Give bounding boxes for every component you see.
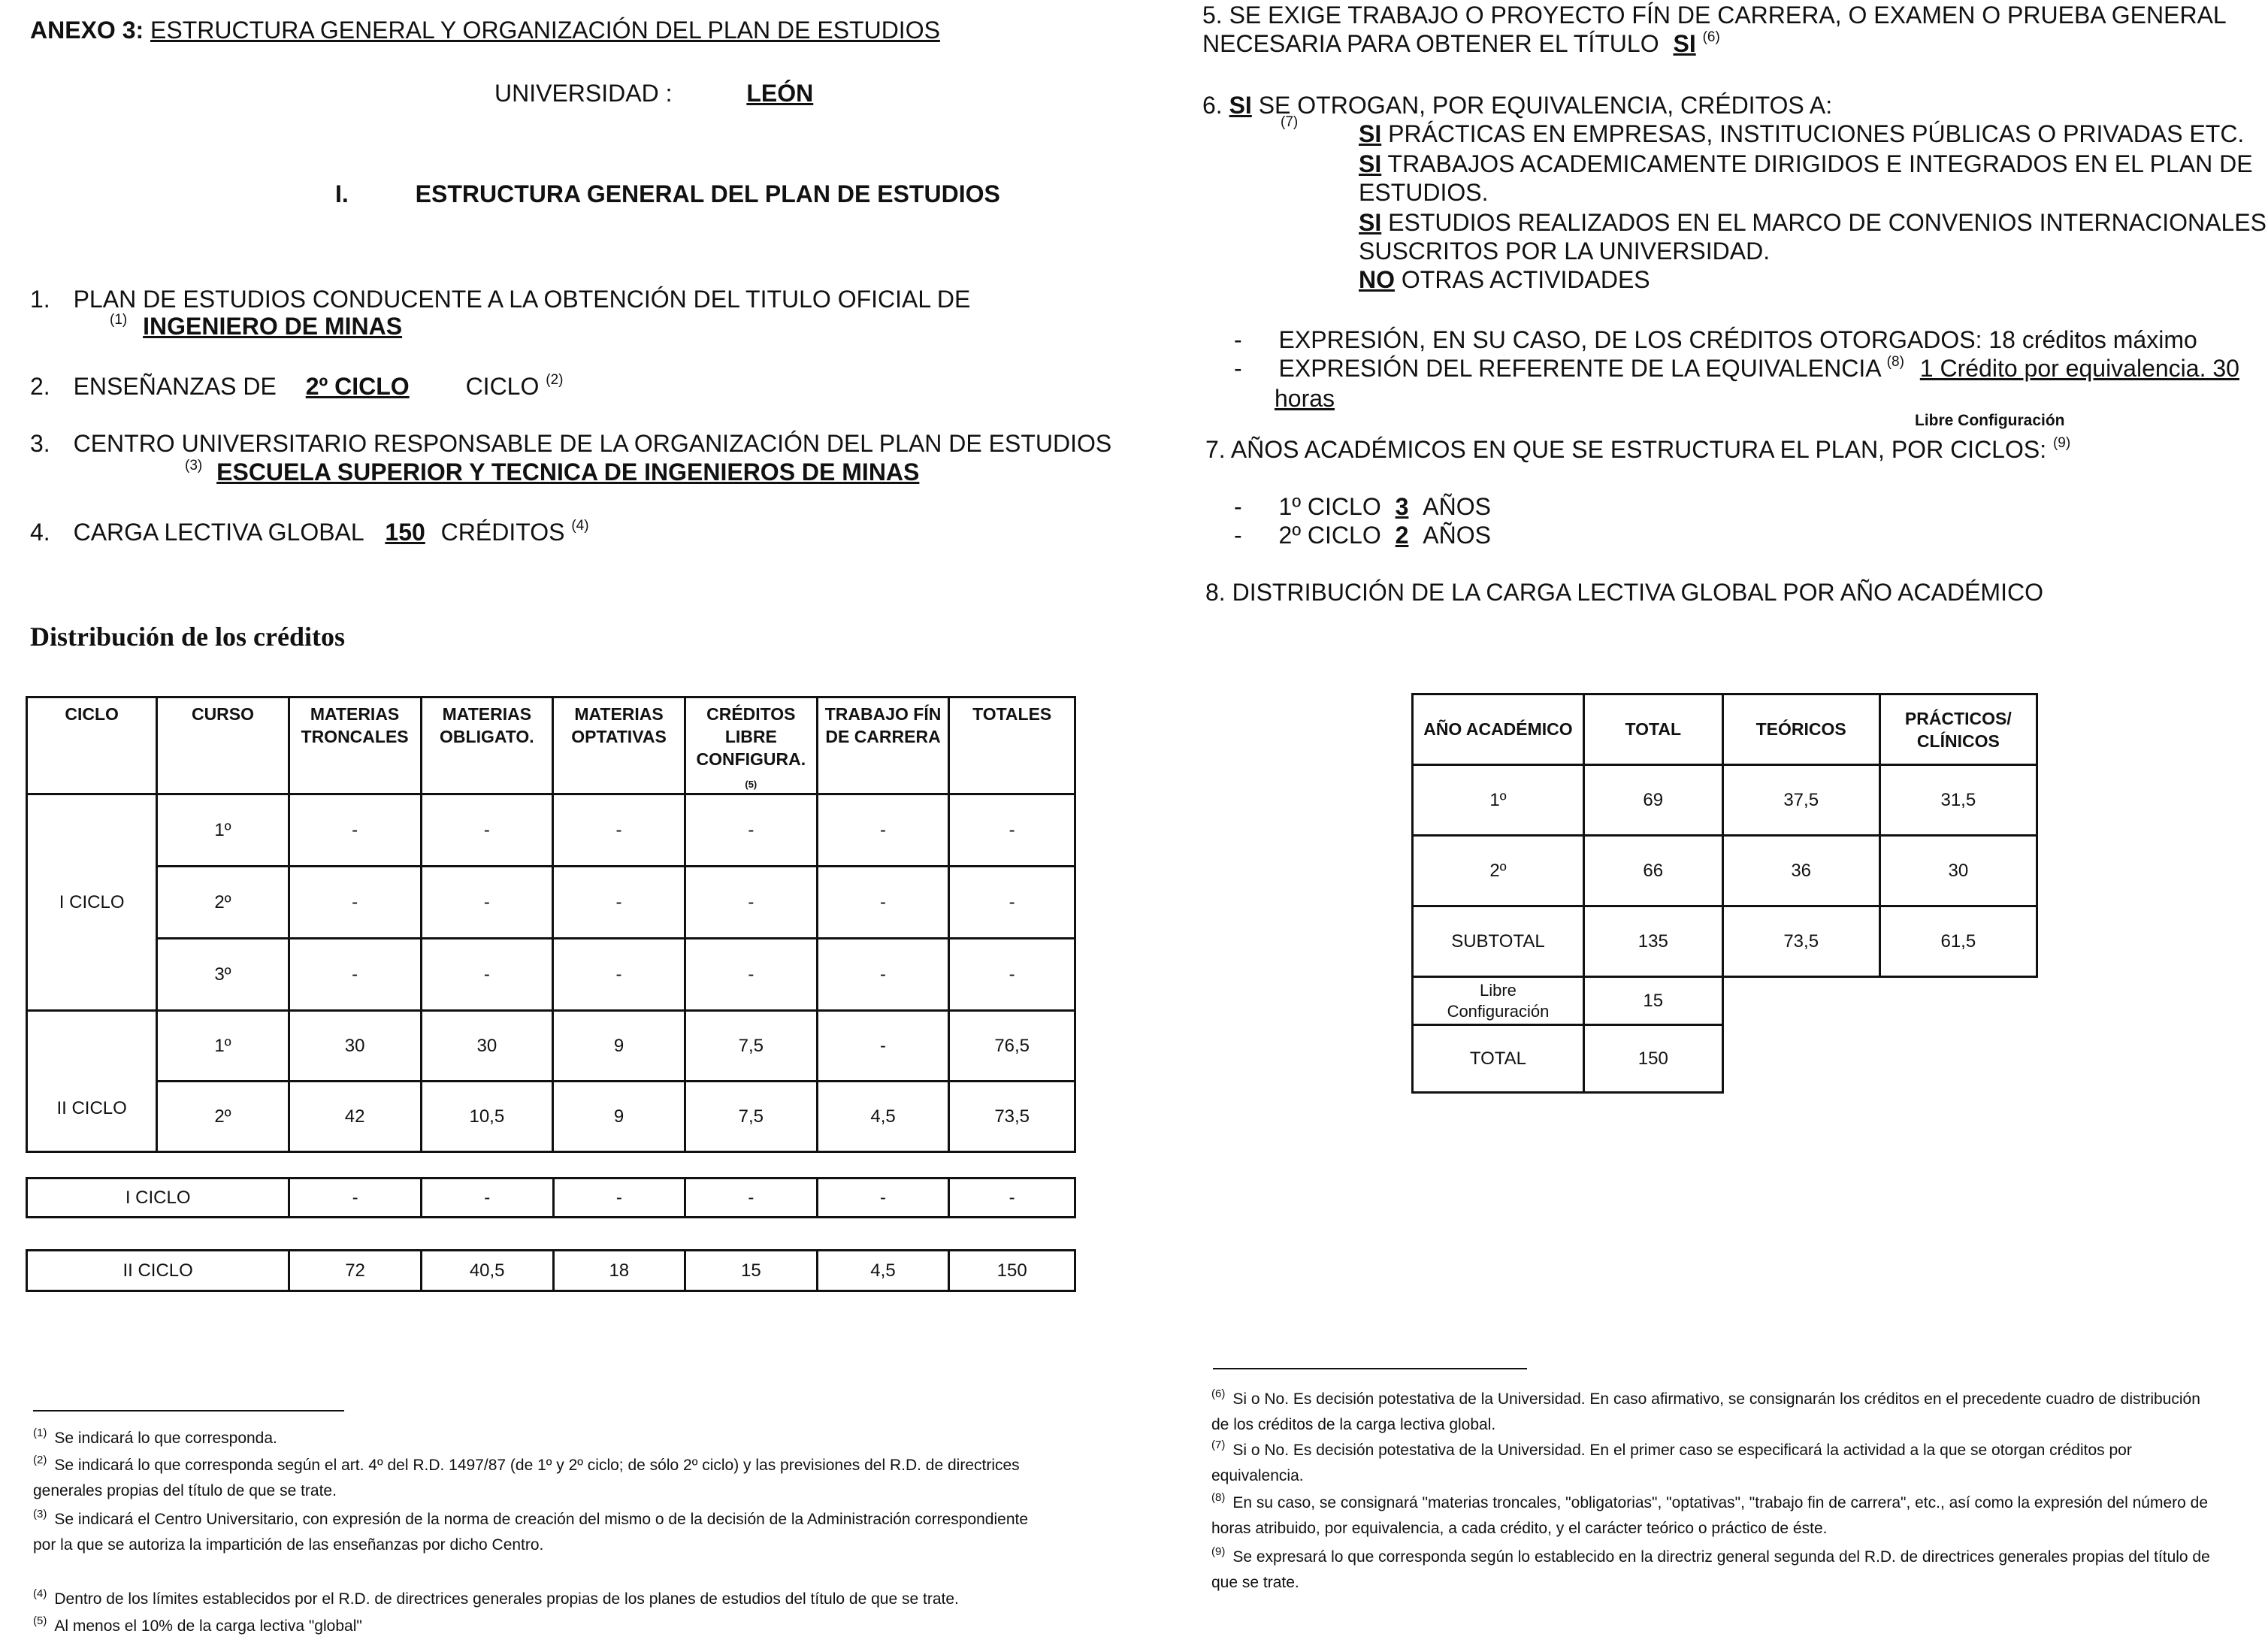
item-6-ref: (7) — [1281, 114, 1299, 130]
expression-equivalence-text: EXPRESIÓN DEL REFERENTE DE LA EQUIVALENCIA — [1278, 355, 1880, 382]
footnote-4 — [33, 1587, 1040, 1613]
footnote-2-text: Se indicará lo que corresponda según el art. 4º del R.D. 1497/87 (de 1º y 2º ciclo; de sólo 2º ciclo) y las previsiones del R.D. de directrices generales propias del título de que se trate. — [33, 1457, 1020, 1499]
table-cell: 7,5 — [685, 1011, 817, 1082]
table-row — [27, 939, 1075, 1011]
table-cell: - — [949, 867, 1075, 939]
table-row — [27, 1011, 1075, 1082]
table-cell: - — [685, 939, 817, 1011]
table-row — [1413, 1025, 2037, 1093]
option-flag: NO — [1359, 266, 1395, 293]
item-4-num: 4. — [30, 519, 50, 546]
table-row — [27, 1082, 1075, 1152]
expression-credits-text: EXPRESIÓN, EN SU CASO, DE LOS CRÉDITOS OTORGADOS: 18 créditos máximo — [1278, 326, 2197, 353]
table-cell: 150 — [949, 1251, 1075, 1291]
col-header-libre-config-ref: (5) — [745, 779, 758, 790]
item-7-text: 7. AÑOS ACADÉMICOS EN QUE SE ESTRUCTURA EL PLAN, POR CICLOS: — [1205, 436, 2047, 463]
bullet-dash: - — [1234, 355, 1242, 382]
table-cell: 2º — [1413, 836, 1584, 906]
table-cell: - — [421, 939, 553, 1011]
table-cell: - — [685, 794, 817, 867]
table-cell: 9 — [553, 1082, 685, 1152]
cycle-2-label: 2º CICLO — [1278, 522, 1381, 549]
table-cell: - — [685, 867, 817, 939]
libre-config-label: Libre Configuración — [1413, 977, 1584, 1025]
footnote-rule-left — [33, 1410, 344, 1412]
curso-cell: 2º — [157, 1082, 289, 1152]
section-heading — [335, 180, 1000, 208]
col-header-libre-config — [685, 697, 817, 794]
item-6-option-2-cont: ESTUDIOS. — [1359, 179, 1489, 206]
item-7-ref: (9) — [2052, 435, 2071, 451]
item-2-text: ENSEÑANZAS DE — [73, 373, 277, 400]
libre-config-note: Libre Configuración — [1915, 412, 2065, 429]
item-2-num: 2. — [30, 373, 50, 400]
item-6-value: SI — [1229, 92, 1252, 119]
expression-equivalence — [1234, 355, 2239, 383]
table-cell: SUBTOTAL — [1413, 906, 1584, 977]
item-4-suffix: CRÉDITOS — [440, 519, 565, 546]
item-4-value: 150 — [385, 519, 425, 546]
table-cell: 15 — [1583, 977, 1722, 1025]
item-3-num: 3. — [30, 430, 50, 457]
expression-equivalence-value-cont: horas — [1275, 385, 1335, 412]
annex-title: ESTRUCTURA GENERAL Y ORGANIZACIÓN DEL PLAN DE ESTUDIOS — [150, 17, 940, 44]
table-cell: - — [817, 867, 949, 939]
table-cell: 30 — [289, 1011, 421, 1082]
annex-prefix: ANEXO 3: — [30, 17, 144, 44]
cycle-2-label: II CICLO — [27, 1011, 157, 1152]
footnote-3-text: Se indicará el Centro Universitario, con expresión de la norma de creación del mismo o de la decisión de la Administración correspondiente por la que se autoriza la impartición de las enseñanzas por dicho Centro. — [33, 1511, 1029, 1554]
table-cell: 36 — [1722, 836, 1879, 906]
col-header-total: TOTAL — [1583, 694, 1722, 765]
cycle-1-years-value: 3 — [1395, 493, 1409, 520]
item-3 — [30, 430, 1111, 458]
cycle-1-years — [1234, 493, 1491, 521]
university-line — [494, 80, 813, 107]
footnote-6-text: Si o No. Es decisión potestativa de la Universidad. En caso afirmativo, se consignarán los créditos en el precedente cuadro de distribución de los créditos de la carga lectiva global. — [1211, 1390, 2200, 1433]
table-cell: - — [421, 867, 553, 939]
cycle-1-label: 1º CICLO — [1278, 493, 1381, 520]
item-2-ref: (2) — [546, 372, 564, 388]
table-cell: 73,5 — [949, 1082, 1075, 1152]
cycle-2-totals — [26, 1249, 1076, 1292]
col-header-totales: TOTALES — [949, 697, 1075, 794]
item-2-value: 2º CICLO — [305, 373, 410, 400]
item-2-suffix: CICLO — [465, 373, 540, 400]
table-cell: 10,5 — [421, 1082, 553, 1152]
expression-equivalence-ref: (8) — [1886, 354, 1904, 370]
footnote-7 — [1211, 1439, 2218, 1488]
section-roman: I. — [335, 180, 349, 207]
item-1-ref: (1) — [110, 312, 128, 328]
item-1-value-line — [110, 313, 402, 340]
expression-credits — [1234, 326, 2197, 354]
table-cell: 76,5 — [949, 1011, 1075, 1082]
bullet-dash: - — [1234, 493, 1242, 520]
table-cell: 66 — [1583, 836, 1722, 906]
col-header-optativas: MATERIAS OPTATIVAS — [553, 697, 685, 794]
footnote-5 — [33, 1614, 1040, 1640]
table-row — [1413, 906, 2037, 977]
footnote-3 — [33, 1508, 1040, 1557]
item-3-value-line — [185, 458, 919, 486]
option-text: OTRAS ACTIVIDADES — [1401, 266, 1650, 293]
bullet-dash: - — [1234, 326, 1242, 353]
years-word: AÑOS — [1423, 493, 1491, 520]
item-1 — [30, 286, 970, 313]
table-row — [27, 1179, 1075, 1218]
expression-equivalence-value: 1 Crédito por equivalencia. 30 — [1919, 355, 2239, 382]
footnote-5-text: Al menos el 10% de la carga lectiva "global" — [54, 1617, 362, 1635]
item-6-option-3-cont: SUSCRITOS POR LA UNIVERSIDAD. — [1359, 238, 1771, 265]
table-cell: 40,5 — [421, 1251, 553, 1291]
table-cell: 1º — [1413, 765, 1584, 836]
table-cell: - — [553, 794, 685, 867]
col-header-troncales: MATERIAS TRONCALES — [289, 697, 421, 794]
footnote-8 — [1211, 1491, 2218, 1541]
table-cell: 4,5 — [817, 1082, 949, 1152]
empty-cell — [1722, 1025, 1879, 1093]
curso-cell: 3º — [157, 939, 289, 1011]
table-cell: - — [421, 794, 553, 867]
col-header-trabajo-fin: TRABAJO FÍN DE CARRERA — [817, 697, 949, 794]
table-row — [1413, 836, 2037, 906]
item-2 — [30, 373, 563, 401]
col-header-libre-config-text: CRÉDITOS LIBRE CONFIGURA. — [696, 704, 806, 769]
curso-cell: 2º — [157, 867, 289, 939]
university-label: UNIVERSIDAD : — [494, 80, 673, 107]
col-header-ciclo: CICLO — [27, 697, 157, 794]
item-6-option-4 — [1359, 266, 1650, 294]
item-4-ref: (4) — [571, 518, 589, 534]
item-8: 8. DISTRIBUCIÓN DE LA CARGA LECTIVA GLOBAL POR AÑO ACADÉMICO — [1205, 579, 2043, 606]
footnote-6-ref: (6) — [1211, 1387, 1226, 1400]
table-cell: - — [421, 1179, 553, 1218]
item-3-value: ESCUELA SUPERIOR Y TECNICA DE INGENIEROS DE MINAS — [216, 458, 920, 486]
item-5-text: NECESARIA PARA OBTENER EL TÍTULO — [1202, 30, 1659, 57]
table-cell: 73,5 — [1722, 906, 1879, 977]
col-header-curso: CURSO — [157, 697, 289, 794]
item-1-value: INGENIERO DE MINAS — [143, 313, 403, 340]
table-row — [27, 1251, 1075, 1291]
item-6-prefix: 6. — [1202, 92, 1223, 119]
table-cell: - — [817, 939, 949, 1011]
footnote-7-ref: (7) — [1211, 1439, 1226, 1451]
table-cell: 42 — [289, 1082, 421, 1152]
university-value: LEÓN — [746, 80, 814, 107]
table-cell: 4,5 — [817, 1251, 949, 1291]
empty-cell — [1879, 977, 2037, 1025]
table-cell: 61,5 — [1879, 906, 2037, 977]
table-row — [1413, 977, 2037, 1025]
item-4-text: CARGA LECTIVA GLOBAL — [73, 519, 364, 546]
table-cell: 135 — [1583, 906, 1722, 977]
footnote-4-ref: (4) — [33, 1587, 47, 1600]
table-row — [27, 867, 1075, 939]
footnote-9-text: Se expresará lo que corresponda según lo establecido en la directriz general segunda del R.D. de directrices generales propias del título de que se trate. — [1211, 1548, 2210, 1591]
footnote-5-ref: (5) — [33, 1614, 47, 1627]
totals-label: I CICLO — [27, 1179, 289, 1218]
item-6-option-3 — [1359, 209, 2266, 237]
footnote-4-text: Dentro de los límites establecidos por el R.D. de directrices generales propias de los planes de estudios del título de que se trate. — [54, 1590, 959, 1608]
years-word: AÑOS — [1423, 522, 1491, 549]
table-row — [1413, 765, 2037, 836]
option-flag: SI — [1359, 120, 1382, 147]
section-title: ESTRUCTURA GENERAL DEL PLAN DE ESTUDIOS — [415, 180, 1000, 207]
table-cell: - — [949, 794, 1075, 867]
table-cell: - — [553, 867, 685, 939]
footnote-1-ref: (1) — [33, 1427, 47, 1439]
table-cell: 30 — [421, 1011, 553, 1082]
option-text: TRABAJOS ACADEMICAMENTE DIRIGIDOS E INTEGRADOS EN EL PLAN DE — [1387, 150, 2253, 177]
footnote-1-text: Se indicará lo que corresponda. — [54, 1430, 277, 1447]
item-3-ref: (3) — [185, 458, 203, 474]
item-6-option-1 — [1359, 120, 2244, 148]
table-cell: - — [553, 939, 685, 1011]
totals-label: II CICLO — [27, 1251, 289, 1291]
empty-cell — [1879, 1025, 2037, 1093]
table-cell: 9 — [553, 1011, 685, 1082]
item-5-ref: (6) — [1702, 29, 1720, 45]
cycle-2-years-value: 2 — [1395, 522, 1409, 549]
item-5-line-2 — [1202, 30, 1720, 58]
item-1-num: 1. — [30, 286, 50, 313]
table-cell: 7,5 — [685, 1082, 817, 1152]
footnote-6 — [1211, 1387, 2218, 1437]
item-5-value: SI — [1673, 30, 1696, 57]
footnote-8-text: En su caso, se consignará "materias troncales, "obligatorias", "optativas", "trabajo fin de carrera", etc., así como la expresión del número de horas atribuido, por equivalencia, a cada crédito, y el carácter teórico o práctico de éste. — [1211, 1494, 2209, 1537]
table-cell: - — [949, 1179, 1075, 1218]
table-cell: - — [289, 1179, 422, 1218]
table-cell: 37,5 — [1722, 765, 1879, 836]
table-cell: - — [817, 794, 949, 867]
year-table — [1411, 693, 2038, 1094]
table-cell: - — [949, 939, 1075, 1011]
option-text: PRÁCTICAS EN EMPRESAS, INSTITUCIONES PÚBLICAS O PRIVADAS ETC. — [1388, 120, 2245, 147]
table-cell: 150 — [1583, 1025, 1722, 1093]
item-6-option-2 — [1359, 150, 2253, 178]
annex-heading — [30, 17, 940, 44]
table-cell: 69 — [1583, 765, 1722, 836]
empty-cell — [1722, 977, 1879, 1025]
table-cell: - — [553, 1179, 685, 1218]
option-text: ESTUDIOS REALIZADOS EN EL MARCO DE CONVENIOS INTERNACIONALES — [1388, 209, 2266, 236]
col-header-obligatorias: MATERIAS OBLIGATO. — [421, 697, 553, 794]
col-header-year: AÑO ACADÉMICO — [1413, 694, 1584, 765]
table-cell: - — [817, 1179, 949, 1218]
table-cell: 30 — [1879, 836, 2037, 906]
table-row — [27, 794, 1075, 867]
table-cell: 31,5 — [1879, 765, 2037, 836]
curso-cell: 1º — [157, 794, 289, 867]
table-cell: - — [685, 1179, 818, 1218]
table-cell: 15 — [685, 1251, 818, 1291]
credits-table — [26, 696, 1076, 1153]
cycle-1-totals — [26, 1177, 1076, 1218]
footnote-1 — [33, 1427, 1040, 1452]
col-header-practice: PRÁCTICOS/ CLÍNICOS — [1879, 694, 2037, 765]
footnote-rule-right — [1213, 1368, 1527, 1369]
table-cell: - — [817, 1011, 949, 1082]
option-flag: SI — [1359, 209, 1382, 236]
table-cell: 18 — [553, 1251, 685, 1291]
footnote-9-ref: (9) — [1211, 1545, 1226, 1558]
item-3-text: CENTRO UNIVERSITARIO RESPONSABLE DE LA ORGANIZACIÓN DEL PLAN DE ESTUDIOS — [73, 430, 1112, 457]
table-cell: - — [289, 867, 421, 939]
footnote-9 — [1211, 1545, 2218, 1595]
item-1-text: PLAN DE ESTUDIOS CONDUCENTE A LA OBTENCIÓN DEL TITULO OFICIAL DE — [73, 286, 971, 313]
cycle-2-years — [1234, 522, 1491, 549]
item-4 — [30, 519, 589, 546]
table-cell: - — [289, 794, 421, 867]
cycle-1-label: I CICLO — [27, 794, 157, 1011]
item-5-line-1: 5. SE EXIGE TRABAJO O PROYECTO FÍN DE CARRERA, O EXAMEN O PRUEBA GENERAL — [1202, 2, 2227, 29]
footnote-8-ref: (8) — [1211, 1491, 1226, 1504]
item-6-text: SE OTROGAN, POR EQUIVALENCIA, CRÉDITOS A: — [1258, 92, 1833, 119]
footnote-3-ref: (3) — [33, 1508, 47, 1520]
col-header-theory: TEÓRICOS — [1722, 694, 1879, 765]
footnote-2 — [33, 1454, 1040, 1503]
table-cell: - — [289, 939, 421, 1011]
curso-cell: 1º — [157, 1011, 289, 1082]
footnote-2-ref: (2) — [33, 1454, 47, 1466]
bullet-dash: - — [1234, 522, 1242, 549]
footnote-7-text: Si o No. Es decisión potestativa de la Universidad. En el primer caso se especificará la actividad a la que se otorgan créditos por equivalencia. — [1211, 1442, 2132, 1484]
option-flag: SI — [1359, 150, 1382, 177]
table-cell: 72 — [289, 1251, 422, 1291]
item-7 — [1205, 436, 2070, 464]
total-label: TOTAL — [1413, 1025, 1584, 1093]
distribution-title: Distribución de los créditos — [30, 622, 345, 652]
